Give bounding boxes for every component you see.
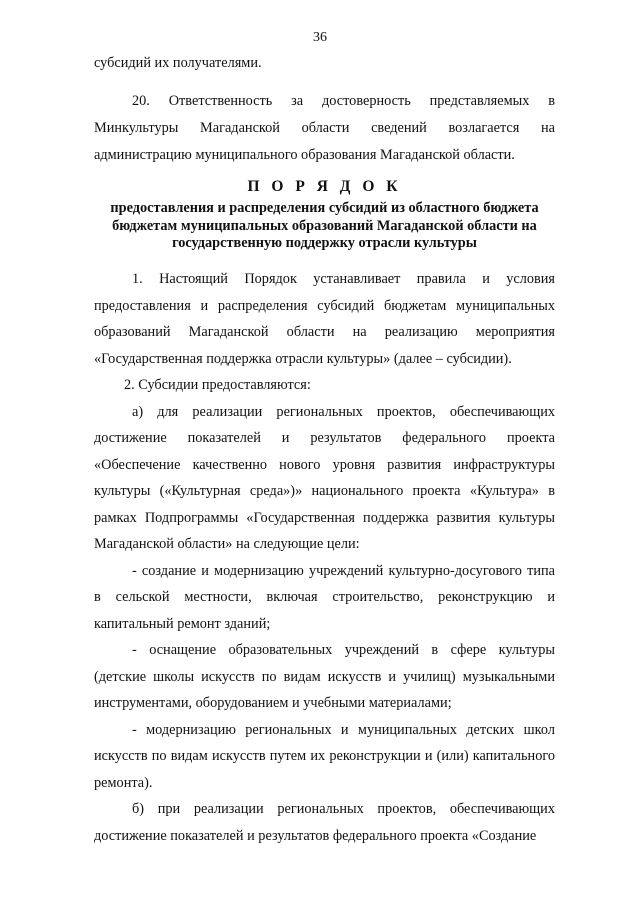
top-section	[94, 53, 555, 73]
paragraph-responsibility: 20. Ответственность за достоверность представляемых в Минкультуры Магаданской области сведений возлагается на администрацию муниципального образования Магаданской области.	[94, 93, 555, 163]
heading-title: П О Р Я Д О К	[247, 178, 402, 195]
document-heading	[94, 178, 555, 253]
paragraph-continuation: субсидий их получателями.	[94, 55, 262, 71]
paragraph-2b: б) при реализации региональных проектов, обеспечивающих достижение показателей и результатов федерального проекта «Создание	[94, 801, 555, 844]
responsibility-section	[94, 88, 555, 169]
list-item-equipment: - оснащение образовательных учреждений в сфере культуры (детские школы искусств по видам искусств и училищ) музыкальными инструментами, оборудованием и учебными материалами;	[94, 642, 555, 711]
page-number: 36	[313, 30, 327, 45]
paragraph-1: 1. Настоящий Порядок устанавливает правила и условия предоставления и распределения субсидий бюджетам муниципальных образований Магаданской области на реализацию мероприятия «Государственная поддержка отрасли культуры» (далее – субсидии).	[94, 271, 555, 367]
paragraph-2a: а) для реализации региональных проектов, обеспечивающих достижение показателей и результатов федерального проекта «Обеспечение качественно нового уровня развития инфраструктуры культуры («Культурная среда»)» национального проекта «Культура» в рамках Подпрограммы «Государственная поддержка развития культуры Магаданской области» на следующие цели:	[94, 403, 555, 552]
order-body	[94, 266, 555, 849]
heading-subtitle: предоставления и распределения субсидий из областного бюджета бюджетам муниципальных образований Магаданской области на государственную поддержку отрасли культуры	[110, 200, 539, 251]
list-item-art-schools: - модернизацию региональных и муниципальных детских школ искусств по видам искусств путем их реконструкции и (или) капитального ремонта).	[94, 721, 555, 791]
list-item-culture-centers: - создание и модернизацию учреждений культурно-досугового типа в сельской местности, включая строительство, реконструкцию и капитальный ремонт зданий;	[94, 562, 555, 632]
paragraph-2: 2. Субсидии предоставляются:	[124, 377, 311, 393]
